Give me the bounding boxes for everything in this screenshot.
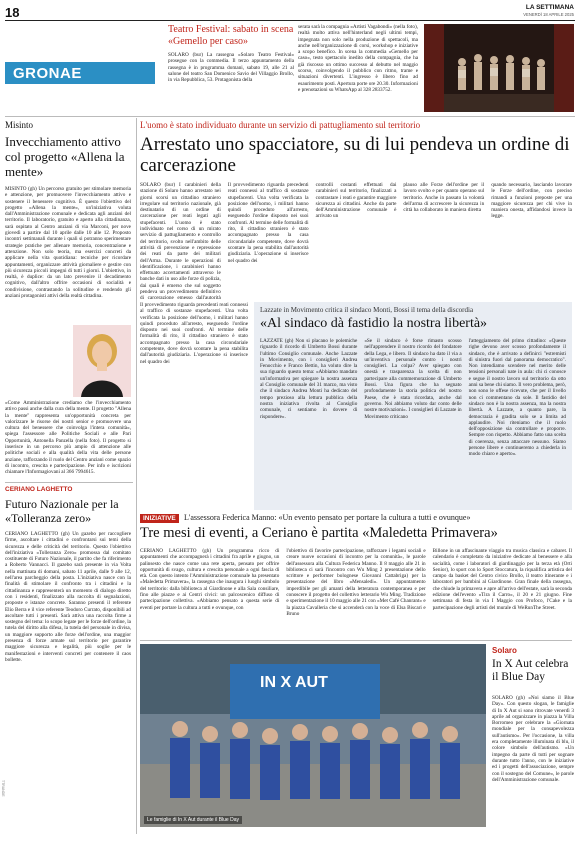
woman-portrait-image [73, 325, 131, 397]
issue-date: VENERDÌ 18 APRILE 2025 [523, 12, 574, 17]
misinto-text-1: MISINTO (gh) Un percorso gratuito per stimolare memoria e attenzione, per promuovere l'invecchiamento attivo e sostenere il benessere cognitivo. È questo l'obiettivo del progetto «Allena la mente», un'iniziativa voluta dall'Amministrazione comunale e dedicata agli anziani del territorio. Il laboratorio, gratuito e aperto alla cittadinanza, sarà ospitato al Centro anziani di via Marconi, per nove giovedì a partire dal 10 aprile dalle 10 alle 12. Proposto incontri settimanali durante i quali si potranno sperimentare strategie pratiche per allenare memoria, concentrazione e attenzione. Non solo teoria, ma esercizi concreti da applicare nella vita quotidiana: tecniche per ricordare appuntamenti, organizzare attività giornaliere e gestire con più sicurezza piccoli impegni di tutti i giorni. L'obiettivo, in realtà, è duplice: da un lato prevenire il decadimento cognitivo, dall'altro offrire occasioni di socialità e condivisione, contrastando la solitudine e rendendo gli anziani protagonisti attivi della realtà cittadina. [5, 186, 131, 300]
group-photo-image [140, 644, 486, 827]
header-rule [5, 20, 575, 21]
teatro-text-1: SOLARO (bur) La rassegna «Solaro Teatro Festival» prosegue con la commedia. Il terzo appuntamento della rassegna è in programma domani, sabato 19, alle 21 al salone del teatro San Domenico Savio del Villaggio Brollo, in via Repubblica, 53. Protagonista della [168, 52, 294, 84]
ceriano-tag: INIZIATIVE [140, 514, 179, 523]
arrest-kicker: L'uomo è stato individuato durante un servizio di pattugliamento sul territorio [140, 120, 421, 130]
xaut-text: SOLARO (gh) «Noi siamo il Blue Day». Con questo slogan, le famiglie di In X Aut si sono ritrovate venerdì 3 aprile ad organizzare in piazza la Villa Borromeo per celebrare la «Giornata mondiale per la consapevolezza sull'autismo». Per l'occasione, la villa era completamente illuminata di blu, il colore simbolo dell'autismo. «Un impegno da parte di tutti per sognare durante tutto l'anno, con le iniziative ed i progetti dell'associazione, sempre con il sostegno del Comune», le parole dell'Amministrazione comunale. [492, 695, 574, 783]
monti-col-3: l'atteggiamento del primo cittadino: «Queste righe devono aver scosso profondamente il sindaco, che è arrivato a definirci "estremisti di sinistra fuori dal panorama democratico". Non intendiamo scendere nel merito delle tensioni personali nate in aula: chi ci conosce e segue il nostro lavoro sul territorio da otto anni sa bene chi siamo. Il vero problema, però, non sono le offese ricevute, che per il livello non ci commentano da sole. Il fastidio del sindaco non è la nostra assenza, ma la nostra libertà. A Lazzate, a quanto pare, la democrazia è gradita solo se a limita ad applaudire. Noi riteniamo che il ruolo dell'opposizione sia controllare e proporre. Sempre con rispetto. Abbiamo fatto una scelta di coerenza, senza attaccare nessuno. Siamo persone libere e continueremo a chiederla in modo chiaro e aperto». [468, 338, 566, 458]
ceriano-title: Tre mesi di eventi, a Ceriano è partita «Maledetta Primavera» [140, 525, 498, 541]
teatro-title: Teatro Festival: sabato in scena «Gemello per caso» [168, 24, 294, 47]
tolleranza-title: Futuro Nazionale per la «Tolleranza zero» [5, 497, 119, 525]
monti-kicker: Lazzate in Movimento critica il sindaco Monti, Bossi il tema della discordia [260, 306, 474, 314]
section-name: GRONAE [13, 65, 82, 82]
divider-left [5, 482, 133, 483]
monti-col-1: LAZZATE (gh) Non si placano le polemiche riguardo il ricordo di Umberto Bossi durante l'ultimo Consiglio comunale. Anche Lazzate in Movimento, con i consiglieri Andrea Fenocchio e Franco Bettin, ha voluto dire la sua riguardo questo tema: «Abbiamo mandato un'informativa per spiegare la nostra assenza al Consiglio comunale del 31 marzo, ma visto che il sindaco Andrea Monti ha dedicato del tempo prezioso alla lettura pubblica della nostra iniziativa rivolta al Consiglio comunale, ci sentiamo in dovere di rispondere». [260, 338, 358, 420]
misinto-title: Invecchiamento attivo col progetto «Allena la mente» [5, 134, 125, 179]
arrest-columns [140, 182, 572, 302]
monti-box [254, 302, 572, 510]
xaut-caption: Le famiglie di In X Aut durante il Blue Day [144, 816, 242, 824]
arrest-col-2: Il provvedimento riguarda precedenti reati connessi al traffico di sostanze stupefacenti. Una volta verificata la posizione dell'uomo, i militari hanno quindi proceduto all'arresto, eseguendo l'ordine disposto nei suoi confronti. Al termine delle formalità di rito, il cittadino straniero è stato accompagnato presso la casa circondariale competente, dove dovrà scontare la pena stabilita dall'autorità giudiziaria. L'operazione si inserisce nel quadro dei [227, 182, 309, 264]
ceriano-col-2: l'obiettivo di favorire partecipazione, rafforzare i legami sociali e creare nuove occasioni di incontro per la comunità», le parole dell'assessora alla Cultura Federica Manno. Il 8 maggio alle 21 in biblioteca ci sarà l'incontro con Wu Ming 2 presentazione dello scrittore e performer bolognese Giovanni Cattabriga) per la presentazione del libro «Mensaledi». Un appuntamento imperdibile per gli amanti della letteratura contemporanea e per conoscere il progetto del collettivo letterario Wu Ming. Tradizione e sperimentazione il 10 maggio alle 21 con «Met Café Chanrant» e la piazza Cavalleria che si accenderà con la voce di Elsa Biscari e Bruno [286, 548, 426, 617]
arrest-col-continue: Il provvedimento riguarda precedenti reati connessi al traffico di sostanze stupefacenti. Una volta verificata la posizione dell'uomo, i militari hanno quindi proceduto all'arresto, eseguendo l'ordine disposto nei suoi confronti. Al termine delle formalità di rito, il cittadino straniero è stato accompagnato presso la casa circondariale competente, dove dovrà scontare la pena stabilita dall'autorità giudiziaria. L'operazione si inserisce nel quadro dei [140, 302, 248, 365]
arrest-title: Arrestato uno spacciatore, su di lui pendeva un ordine di carcerazione [140, 134, 570, 176]
tolleranza-location: CERIANO LAGHETTO [5, 486, 73, 493]
teatro-photo [424, 24, 574, 112]
misinto-location: Misinto [5, 120, 34, 130]
arrest-col-3: controlli costanti effettuati dai carabinieri sul territorio, finalizzati a contrastare i reati e garantire maggiore sicurezza ai cittadini. Anche da parte dell'Amministrazione comunale è arrivato un [315, 182, 397, 220]
xaut-banner-text: IN X AUT [260, 674, 328, 691]
divider-1 [5, 116, 575, 117]
teatro-text-2: serata sarà la compagnia «Artisti Vagabondi» (nella foto), realtà molto attiva nell'hinterland negli ultimi tempi, impegnata non solo nella produzione di spettacoli, ma anche nell'organizzazione di corsi, workshop e iniziative a scopo benefico. In scena la commedia «Gemello per caso», testo spettacolo inedito della compagnia, che ha già riscosso un ottimo successo al debutto nel maggio scorso, coinvolgendo il pubblico con ritmo, trame e situazioni divertenti. L'ingresso è libero fino ad esaurimento posti. Apertura porte ore 20.30. Informazioni e prenotazioni su WhatsApp al 328 2833752. [298, 24, 418, 93]
monti-columns [260, 338, 566, 504]
theatre-stage-image [424, 24, 574, 112]
tolleranza-text: CERIANO LAGHETTO (gh) Un gazebo per raccogliere firme, ascoltare i cittadini e confrontarsi sui temi della sicurezza e delle criticità del territorio. Questo l'obiettivo dell'iniziativa «Tolleranza Zero» promossa dal comitato costituente di Futuro Nazionale, il partito che fa riferimento a Roberto Vannacci. Il gazebo sarà presente in via Volta nella mattinata di domani, sabato 11 aprile, dalle 9 alle 12, nell'area parcheggio della posta. L'iniziativa nasce con la finalità di stimolare il confronto tra i cittadini e la cittadinanza e rappresenterà un momento di dialogo diretto con i residenti, finalizzato alla raccolta di segnalazioni, proposte e istanze concrete. Saranno presenti il referente Elio Berra e il vice referente Teodoro Currato, disponibili ad ascoltare tutti i presenti. Sarà attiva una raccolta firme a sostegno del tema: lo scopo legate per le forze dell'ordine, la tutela del diritto alla difesa, la tutela del personale in divisa, un maggiore supporto alle forze dell'ordine, una maggior presenza di forze armate sul territorio per garantire maggiore sicurezza e legalità, più soglie per le manifestazioni e interventi concreti per contenere il caos bollette. [5, 531, 131, 663]
xaut-location: Solaro [492, 646, 517, 655]
misinto-text-2: «Come Amministrazione crediamo che l'invecchiamento attivo passi anche dalla cura della mente. Il progetto "Allena la mente" rappresenta un'opportunità concreta per valorizzare le risorse dei nostri senior e promuovere una cultura del benessere che coinvolga l'intera comunità», spiega l'assessore alle Politiche Sociali e alle Pari Opportunità, Antonella Panzella (nella foto). Il progetto si inserisce in un percorso più ampio di attenzione alle politiche sociali e alla qualità della vita delle persone anziane, rafforzando il ruolo del Centro anziani come spazio di incontro, crescita e partecipazione. Per info e iscrizioni chiamare l'Informagiovani al 366 7994615. [5, 400, 131, 476]
section-banner [5, 62, 155, 84]
misinto-portrait [73, 325, 131, 397]
monti-col-2: «Se il sindaco è forse rimasto scosso nell'apprendere il nostro ricordo del fondatore della Lega, e libero. Il sindaco ha dato il via a un'inventiva personale contro i nostri consiglieri. La colpa? Aver spiegato con onestà e trasparenza la scelta di non partecipare alla commemorazione di Umberto Bossi. Una figura che ha segnato profondamente la storia politica del nostro Paese, che è stata ricordata, anche dal governo. Noi abbiamo voluto dar conto delle nostre motivazioni». I consiglieri di Lazzate in Movimento criticano [364, 338, 462, 420]
ceriano-columns [140, 548, 572, 636]
photo-credit: TTRANDE [1, 780, 5, 797]
publication-name: LA SETTIMANA [525, 4, 574, 11]
arrest-col-4: plauso alle Forze dell'ordine per il lavoro svolto e per quanto operano sul territorio. Anche in passato la volontà dell'arma di accrescere la sicurezza in città ha collaborato in maniera diretta [403, 182, 485, 214]
ceriano-col-3: Billone in un affascinante viaggio tra musica classica e cabaret. Il calendario è completato da iniziative dedicate al benessere e alla socialità, come i laboratori di giardinaggio per la terza età (Orti Senior), lo sport con lo Sport Stoccatura, la riqualifica artistica del campo da basket del Centro civico Brollo, il teatro itinerante e i laboratori per bambini al Giardinone. Gran finale della rassegna, che chiude la primavera e apre all'arrivo dell'estate, sarà la seconda edizione dell'evento «Tira il Carro», il 20 e 21 giugno. Fine settimana di festa in via I Maggio con Profoco, l'Cake e la partecipazione degli artisti del murale di WeRunThe Street. [432, 548, 572, 611]
xaut-title: In X Aut celebra il Blue Day [492, 658, 569, 683]
page-number: 18 [5, 5, 20, 20]
vertical-divider [136, 118, 137, 834]
ceriano-kicker: L'assessora Federica Manno: «Un evento pensato per portare la cultura a tutti e ovunque» [184, 513, 471, 522]
ceriano-col-1: CERIANO LAGHETTO (gh) Un programma ricco di appuntamenti che accompagnerà i cittadini fra aprile e giugno, un palinsesto che nasce come una rete aperta, pensato per offrire opportunità di svago, cultura e crescita personale a ogni fascia di età. Con questo intento l'Amministrazione comunale ha presentato «Maledetta Primavera», la rassegna che inaugura i luoghi simbolo del territorio: dalla biblioteca al Giardinone e alla Sala consiliare, fino alle piazze e ai Centri civici: un palcoscenico diffuso di partecipazione collettiva. «Abbiamo pensato a questa serie di eventi per portare la cultura a tutti e ovunque, con [140, 548, 280, 611]
monti-title: «Al sindaco dà fastidio la nostra libertà» [260, 316, 488, 331]
xaut-photo [140, 644, 486, 827]
arrest-col-1: SOLARO (bur) I carabinieri della stazione di Solaro hanno arrestato nei giorni scorsi un cittadino straniero irregolare sul territorio nazionale, già destinatario di un ordine di carcerazione per reati legati agli stupefacenti. L'uomo è stato individuato nel corso di un mirato servizio di pattugliamento e controllo del territorio, svolto nell'ambito delle attività di prevenzione e repressione dei reati da parte dei militari dell'Arma. Durante le operazioni di identificazione, i carabinieri hanno effettuato accertamenti attraverso le banche dati in uso alle forze di polizia, dai quali è emerso che sul soggetto pendeva un provvedimento definitivo di carcerazione emesso dall'autorità [140, 182, 221, 302]
arrest-col-5: quando necessario, lasciando lavorare le Forze dell'ordine, con preciso rimandi a funzioni preposte per una maggiore sicurezza per chi vive in maniera onesta, affidandosi invece la legge. [491, 182, 572, 220]
divider-2 [140, 640, 572, 641]
